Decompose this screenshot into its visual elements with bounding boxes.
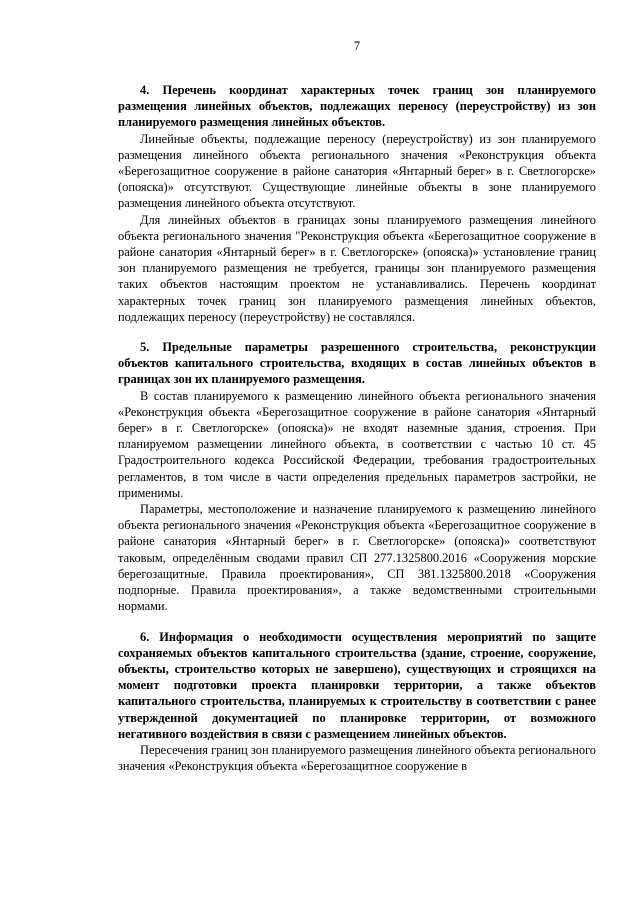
section-5-heading: 5. Предельные параметры разрешенного строительства, реконструкции объектов капитального строительства, входящих в состав линейных объектов в границах зон их планируемого размещения. xyxy=(118,340,596,387)
section-5-paragraph-1: В состав планируемого к размещению линейного объекта регионального значения «Реконструкция объекта «Берегозащитное сооружение в районе санатория «Янтарный берег» в г. Светлогорске» (опояска)» не входят наземные здания, строения. При планируемом размещении линейного объекта, в соответствии с частью 10 ст. 45 Градостроительного кодекса Российской Федерации, требования градостроительных регламентов, в том числе в части определения предельных параметров застройки, не применимы. xyxy=(118,388,596,500)
section-4-heading: 4. Перечень координат характерных точек границ зон планируемого размещения линейных объектов, подлежащих переносу (переустройству) из зон планируемого размещения линейных объектов. xyxy=(118,83,596,130)
section-gap xyxy=(118,615,596,629)
section-gap xyxy=(118,325,596,339)
section-6-heading: 6. Информация о необходимости осуществления мероприятий по защите сохраняемых объектов капитального строительства (здание, строение, сооружение, объекты, строительство которых не завершено), существующих и строящихся на момент подготовки проекта планировки территории, а также объектов капитального строительства, планируемых к строительству в соответствии с ранее утвержденной документацией по планировке территории, от возможного негативного воздействия в связи с размещением линейных объектов. xyxy=(118,629,596,741)
section-5-paragraph-2: Параметры, местоположение и назначение планируемого к размещению линейного объекта регионального значения «Реконструкция объекта «Берегозащитное сооружение в районе санатория «Янтарный берег» в г. Светлогорске» (опояска)» соответствуют таковым, определённым сводами правил СП 277.1325800.2016 «Сооружения морские берегозащитные. Правила проектирования», СП 381.1325800.2018 «Сооружения подпорные. Правила проектирования», а также ведомственными строительными нормами. xyxy=(118,502,596,614)
section-4-paragraph-1: Линейные объекты, подлежащие переносу (переустройству) из зон планируемого размещения линейного объекта регионального значения «Реконструкция объекта «Берегозащитное сооружение в районе санатория «Янтарный берег» в г. Светлогорске» (опояска)» отсутствуют. Существующие линейные объекты в зоне планируемого размещения линейного объекта отсутствуют. xyxy=(118,131,596,211)
page-number: 7 xyxy=(353,39,361,53)
section-4-paragraph-2: Для линейных объектов в границах зоны планируемого размещения линейного объекта регионального значения "Реконструкция объекта «Берегозащитное сооружение в районе санатория «Янтарный берег» в г. Светлогорске» (опояска)» установление границ зон планируемого размещения не требуется, границы зон планируемого размещения таких объектов настоящим проектом не устанавливались. Перечень координат характерных точек границ зон планируемого размещения линейных объектов, подлежащих переносу (переустройству) не составлялся. xyxy=(118,212,596,324)
section-6-paragraph-1: Пересечения границ зон планируемого размещения линейного объекта регионального значения «Реконструкция объекта «Берегозащитное сооружение в xyxy=(118,742,596,774)
